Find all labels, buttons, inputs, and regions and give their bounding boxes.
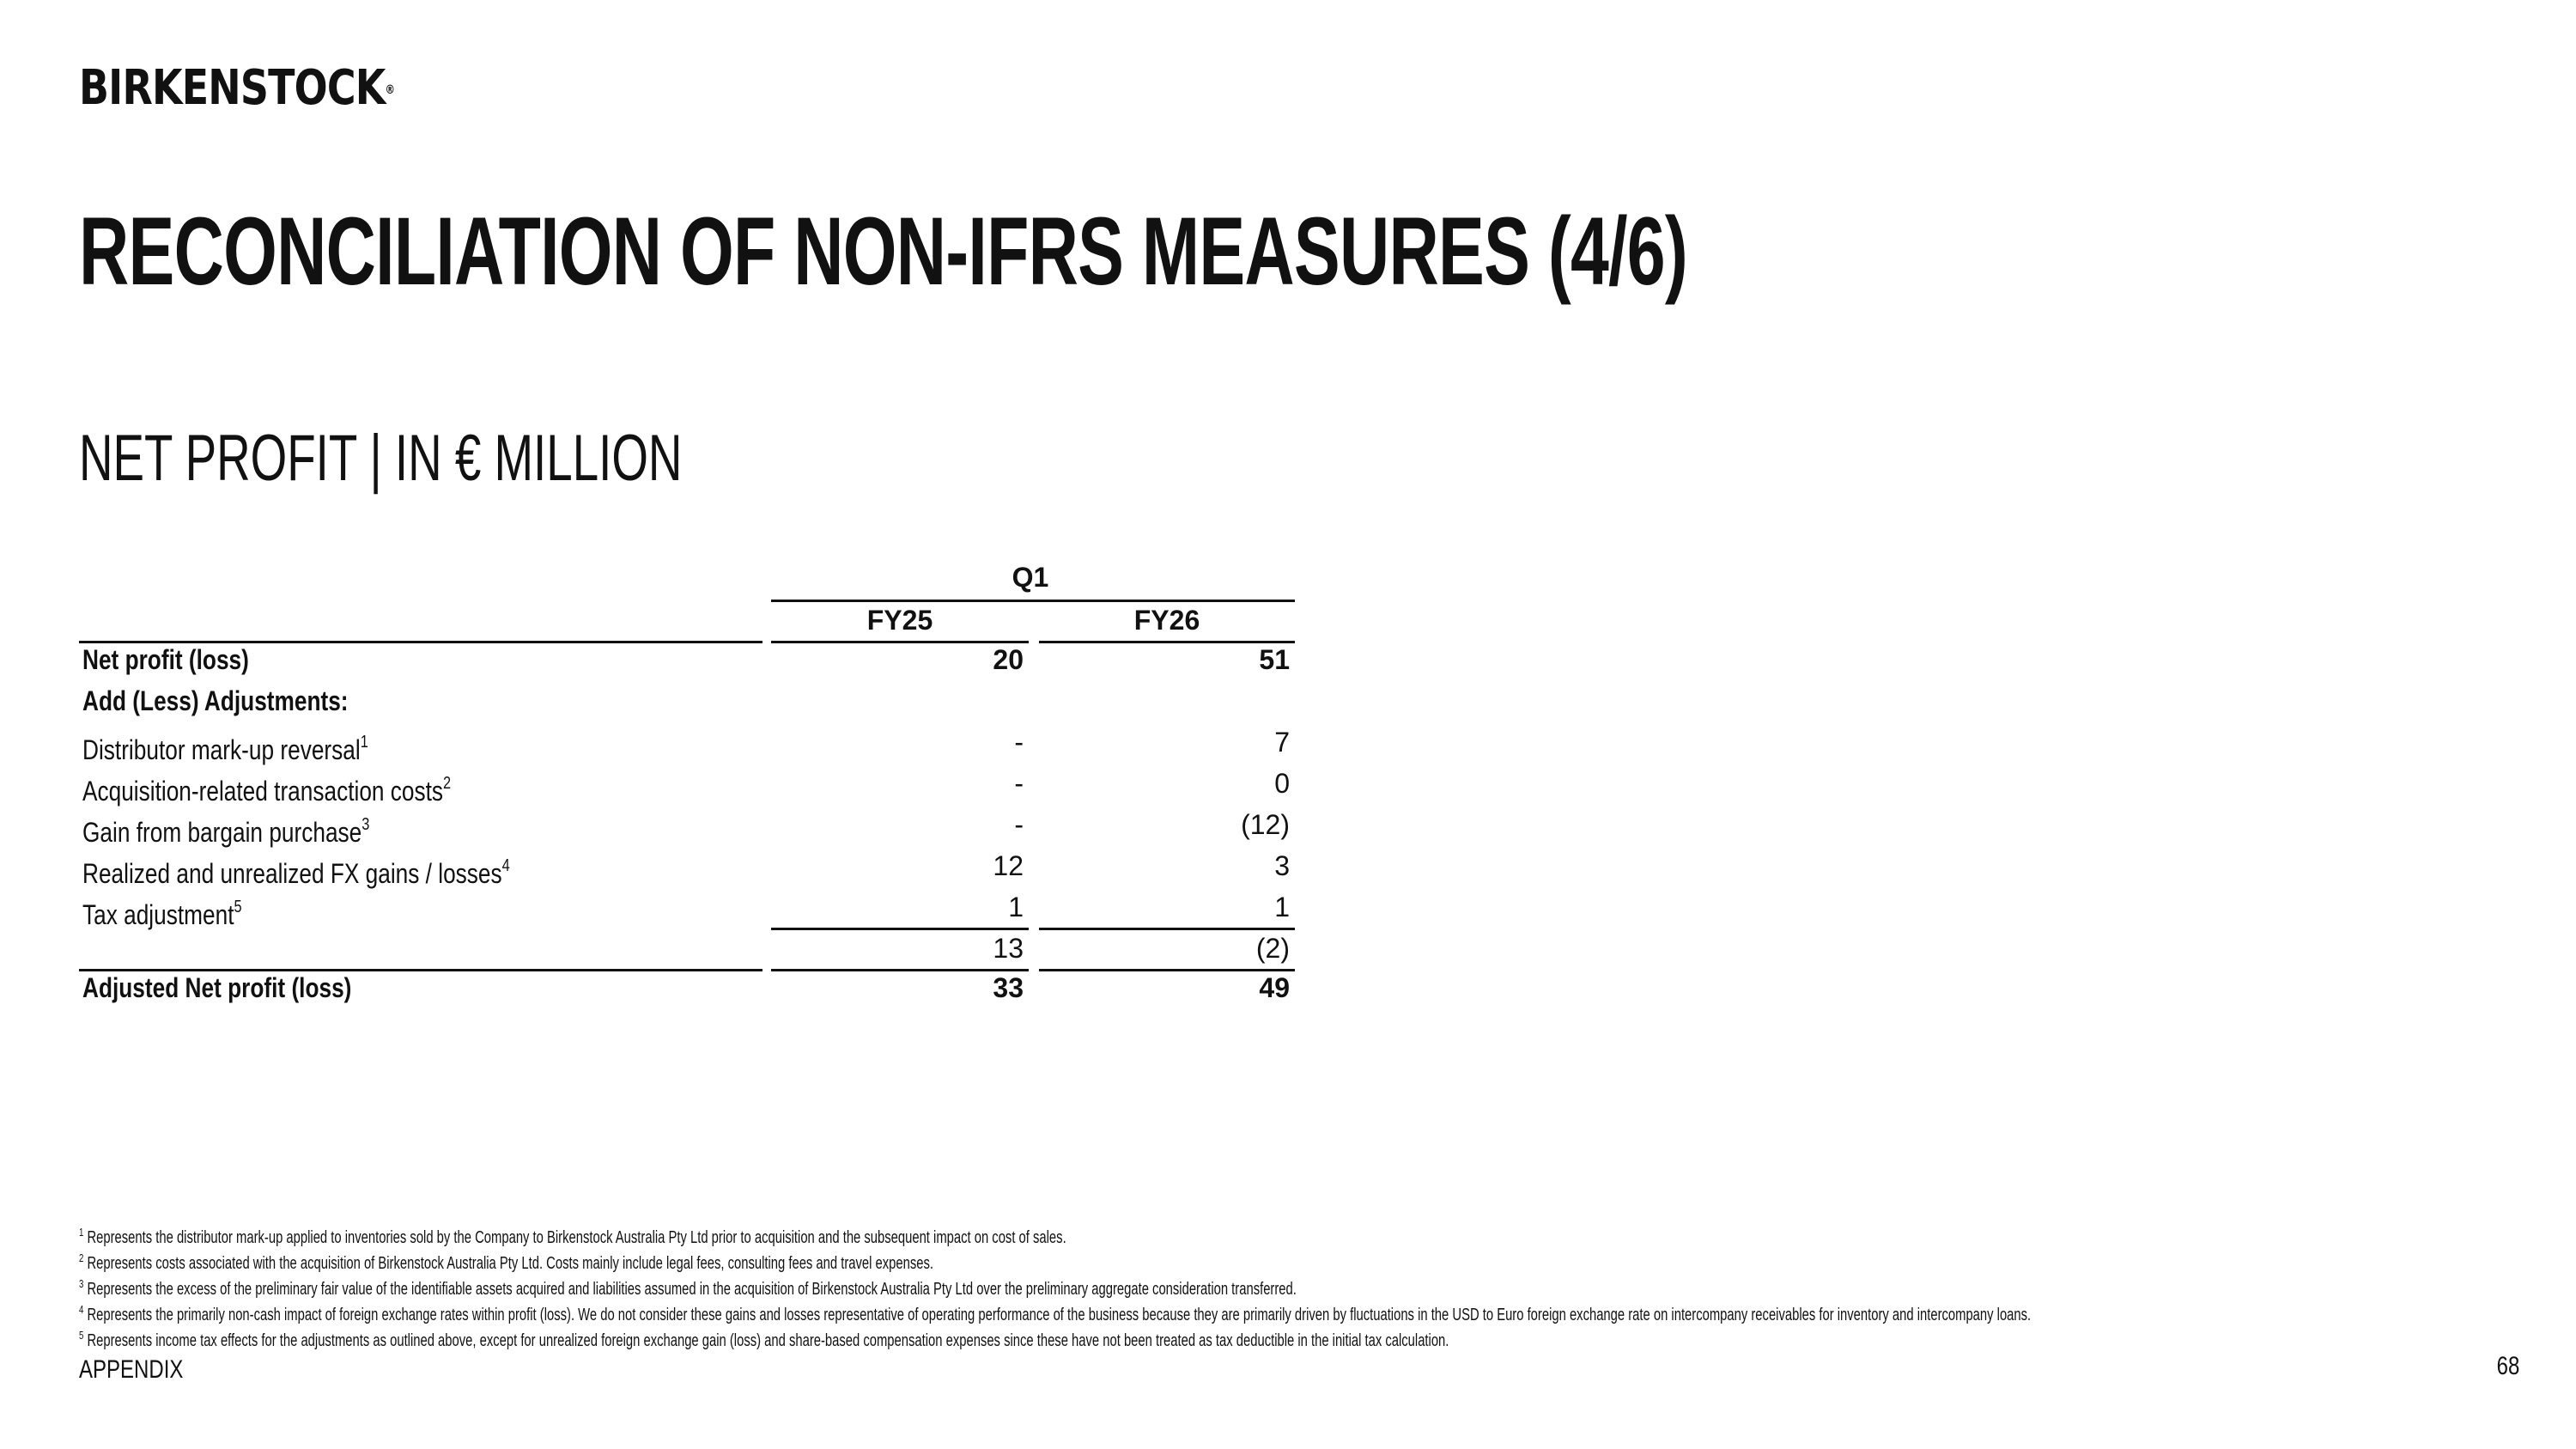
row-value-fy25: - bbox=[1014, 727, 1024, 758]
table-subtitle: NET PROFIT | IN € MILLION bbox=[79, 422, 683, 495]
row-label: Add (Less) Adjustments: bbox=[82, 685, 349, 716]
period-header: Q1 bbox=[1012, 562, 1049, 593]
total-value-fy25: 33 bbox=[993, 972, 1024, 1003]
row-label: Net profit (loss) bbox=[82, 644, 249, 675]
row-label: Realized and unrealized FX gains / losses$^4$ bbox=[82, 856, 510, 889]
row-value-fy25: 12 bbox=[993, 850, 1024, 881]
footnote-2: $^2$ Represents costs associated with the acquisition of Birkenstock Australia Pty Ltd. Costs mainly include legal fees, consulting fees and travel expenses. bbox=[79, 1251, 934, 1273]
footnote-5: $^5$ Represents income tax effects for the adjustments as outlined above, except for unrealized foreign exchange gain (loss) and share-based compensation expenses since these have not been treated as tax deductible in the initial tax calculation. bbox=[79, 1329, 1449, 1350]
footnote-1: $^1$ Represents the distributor mark-up applied to inventories sold by the Company to Birkenstock Australia Pty Ltd prior to acquisition and the subsequent impact on cost of sales. bbox=[79, 1226, 1066, 1247]
footer-section-label: APPENDIX bbox=[79, 1355, 184, 1384]
footnote-4: $^4$ Represents the primarily non-cash impact of foreign exchange rates within profit (loss). We do not consider these gains and losses representative of operating performance of the business because they are primarily driven by fluctuations in the USD to Euro foreign exchange rate on intercompany receivables for inventory and intercompany loans. bbox=[79, 1303, 2032, 1324]
subtotal-value-fy26: (2) bbox=[1255, 933, 1290, 964]
page-number: 68 bbox=[2496, 1352, 2519, 1380]
column-header-fy25: FY25 bbox=[866, 605, 933, 636]
total-rule-fy26 bbox=[1039, 969, 1295, 971]
subtotal-rule-fy26 bbox=[1039, 928, 1295, 930]
row-value-fy26: 51 bbox=[1259, 644, 1290, 675]
row-label: Tax adjustment$^5$ bbox=[82, 898, 242, 930]
total-rule-label bbox=[79, 969, 762, 971]
subtotal-rule-fy25 bbox=[771, 928, 1029, 930]
row-label: Adjusted Net profit (loss) bbox=[82, 972, 352, 1003]
period-rule bbox=[771, 600, 1295, 602]
row-value-fy25: 1 bbox=[1008, 892, 1024, 922]
row-value-fy26: (12) bbox=[1241, 809, 1290, 840]
brand-logo: BIRKENSTOCK® bbox=[79, 60, 395, 116]
subtotal-value-fy25: 13 bbox=[993, 933, 1024, 964]
page-title: RECONCILIATION OF NON-IFRS MEASURES (4/6) bbox=[79, 198, 1688, 305]
row-value-fy26: 7 bbox=[1274, 727, 1290, 758]
row-label: Acquisition-related transaction costs$^2$ bbox=[82, 774, 452, 807]
row-value-fy25: - bbox=[1014, 768, 1024, 799]
header-rule-fy25 bbox=[771, 641, 1029, 643]
row-value-fy26: 1 bbox=[1274, 892, 1290, 922]
row-value-fy25: 20 bbox=[993, 644, 1024, 675]
row-value-fy25: - bbox=[1014, 809, 1024, 840]
row-value-fy26: 3 bbox=[1274, 850, 1290, 881]
column-header-fy26: FY26 bbox=[1133, 605, 1200, 636]
total-value-fy26: 49 bbox=[1259, 972, 1290, 1003]
total-rule-fy25 bbox=[771, 969, 1029, 971]
row-value-fy26: 0 bbox=[1274, 768, 1290, 799]
header-rule-fy26 bbox=[1039, 641, 1295, 643]
footnote-3: $^3$ Represents the excess of the preliminary fair value of the identifiable assets acquired and liabilities assumed in the acquisition of Birkenstock Australia Pty Ltd over the preliminary aggregate consideration transferred. bbox=[79, 1277, 1297, 1299]
row-label: Distributor mark-up reversal$^1$ bbox=[82, 733, 368, 765]
header-rule-label bbox=[79, 641, 762, 643]
row-label: Gain from bargain purchase$^3$ bbox=[82, 815, 370, 848]
